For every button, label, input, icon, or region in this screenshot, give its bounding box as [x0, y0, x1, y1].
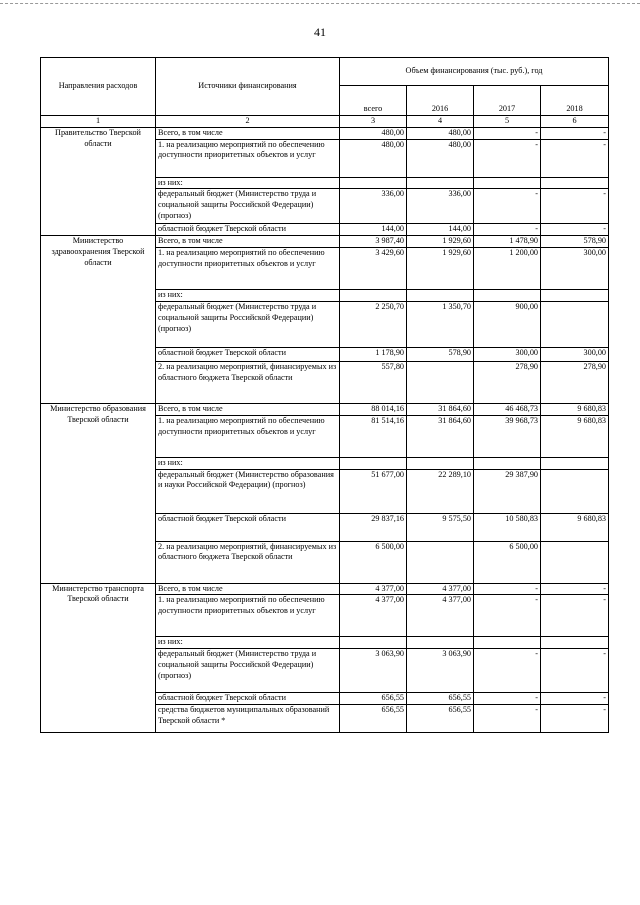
source-cell: Всего, в том числе: [156, 127, 340, 139]
source-cell: Всего, в том числе: [156, 403, 340, 415]
value-total: 51 677,00: [340, 469, 407, 513]
value-2018: -: [541, 583, 609, 595]
value-total: 336,00: [340, 189, 407, 224]
value-total: 3 987,40: [340, 236, 407, 248]
value-2016: 31 864,60: [407, 403, 474, 415]
header-volume: Объем финансирования (тыс. руб.), год: [340, 58, 609, 86]
value-2017: [474, 290, 541, 302]
value-total: 656,55: [340, 705, 407, 733]
value-2016: [407, 361, 474, 403]
value-2018: [541, 177, 609, 189]
source-cell: федеральный бюджет (Министерство труда и социальной защиты Российской Федерации) (прогноз): [156, 189, 340, 224]
col-number: 4: [407, 116, 474, 128]
value-2016: 578,90: [407, 347, 474, 361]
value-total: 4 377,00: [340, 595, 407, 637]
value-2016: 1 929,60: [407, 236, 474, 248]
value-total: 144,00: [340, 224, 407, 236]
value-total: 81 514,16: [340, 415, 407, 457]
value-2016: [407, 457, 474, 469]
source-cell: из них:: [156, 290, 340, 302]
value-2016: 31 864,60: [407, 415, 474, 457]
source-cell: областной бюджет Тверской области: [156, 224, 340, 236]
value-total: 557,80: [340, 361, 407, 403]
value-2018: -: [541, 139, 609, 177]
col-number: 1: [41, 116, 156, 128]
source-cell: Всего, в том числе: [156, 236, 340, 248]
value-2018: [541, 457, 609, 469]
value-2017: [474, 457, 541, 469]
value-2018: -: [541, 224, 609, 236]
value-2016: 3 063,90: [407, 649, 474, 693]
value-2017: 900,00: [474, 301, 541, 347]
direction-cell: Правительство Тверской области: [41, 127, 156, 235]
value-2018: -: [541, 693, 609, 705]
direction-cell: Министерство транспорта Тверской области: [41, 583, 156, 732]
value-2017: 46 468,73: [474, 403, 541, 415]
source-cell: областной бюджет Тверской области: [156, 513, 340, 541]
header-2016: 2016: [407, 86, 474, 116]
value-total: 88 014,16: [340, 403, 407, 415]
value-2018: [541, 637, 609, 649]
source-cell: 2. на реализацию мероприятий, финансируемых из областного бюджета Тверской области: [156, 541, 340, 583]
source-cell: из них:: [156, 457, 340, 469]
value-2017: -: [474, 139, 541, 177]
value-total: 480,00: [340, 139, 407, 177]
value-2016: 4 377,00: [407, 595, 474, 637]
value-2018: [541, 301, 609, 347]
direction-cell: Министерство образования Тверской области: [41, 403, 156, 583]
value-2016: [407, 637, 474, 649]
value-2016: 480,00: [407, 139, 474, 177]
value-2016: 656,55: [407, 705, 474, 733]
value-2017: [474, 177, 541, 189]
source-cell: 1. на реализацию мероприятий по обеспечению доступности приоритетных объектов и услуг: [156, 248, 340, 290]
value-total: 29 837,16: [340, 513, 407, 541]
value-2017: -: [474, 705, 541, 733]
value-2016: 22 289,10: [407, 469, 474, 513]
source-cell: из них:: [156, 177, 340, 189]
source-cell: средства бюджетов муниципальных образований Тверской области *: [156, 705, 340, 733]
header-direction: Направления расходов: [41, 58, 156, 116]
value-2018: [541, 541, 609, 583]
value-total: 3 429,60: [340, 248, 407, 290]
value-2018: [541, 290, 609, 302]
top-dashed-rule: [0, 3, 640, 4]
source-cell: областной бюджет Тверской области: [156, 347, 340, 361]
value-total: [340, 177, 407, 189]
col-number: 3: [340, 116, 407, 128]
value-2017: 278,90: [474, 361, 541, 403]
col-number: 5: [474, 116, 541, 128]
value-2018: 300,00: [541, 248, 609, 290]
value-2017: 10 580,83: [474, 513, 541, 541]
value-2018: [541, 469, 609, 513]
value-2018: -: [541, 127, 609, 139]
value-2017: -: [474, 693, 541, 705]
table-row: [41, 236, 609, 248]
value-2018: -: [541, 649, 609, 693]
value-2016: 144,00: [407, 224, 474, 236]
source-cell: областной бюджет Тверской области: [156, 693, 340, 705]
col-number: 2: [156, 116, 340, 128]
value-total: [340, 290, 407, 302]
header-2018: 2018: [541, 86, 609, 116]
value-2017: 1 200,00: [474, 248, 541, 290]
header-total: всего: [340, 86, 407, 116]
value-2017: 1 478,90: [474, 236, 541, 248]
value-2018: 278,90: [541, 361, 609, 403]
value-2017: -: [474, 189, 541, 224]
value-2018: 9 680,83: [541, 403, 609, 415]
value-2018: -: [541, 705, 609, 733]
value-total: 2 250,70: [340, 301, 407, 347]
source-cell: Всего, в том числе: [156, 583, 340, 595]
value-2017: 6 500,00: [474, 541, 541, 583]
value-2017: [474, 637, 541, 649]
value-2016: 9 575,50: [407, 513, 474, 541]
source-cell: 1. на реализацию мероприятий по обеспечению доступности приоритетных объектов и услуг: [156, 139, 340, 177]
source-cell: 1. на реализацию мероприятий по обеспечению доступности приоритетных объектов и услуг: [156, 415, 340, 457]
page-number: 41: [314, 25, 326, 39]
value-2017: -: [474, 583, 541, 595]
source-cell: 2. на реализацию мероприятий, финансируемых из областного бюджета Тверской области: [156, 361, 340, 403]
financing-table: [40, 57, 609, 733]
header-source: Источники финансирования: [156, 58, 340, 116]
source-cell: федеральный бюджет (Министерство труда и социальной защиты Российской Федерации) (прогноз): [156, 301, 340, 347]
value-2016: 336,00: [407, 189, 474, 224]
value-total: 1 178,90: [340, 347, 407, 361]
value-2018: 9 680,83: [541, 513, 609, 541]
value-2016: 656,55: [407, 693, 474, 705]
value-total: 3 063,90: [340, 649, 407, 693]
value-2016: 1 929,60: [407, 248, 474, 290]
value-total: 480,00: [340, 127, 407, 139]
value-total: 4 377,00: [340, 583, 407, 595]
value-2017: 39 968,73: [474, 415, 541, 457]
source-cell: из них:: [156, 637, 340, 649]
header-2017: 2017: [474, 86, 541, 116]
source-cell: федеральный бюджет (Министерство труда и социальной защиты Российской Федерации) (прогноз): [156, 649, 340, 693]
value-2016: 4 377,00: [407, 583, 474, 595]
value-total: [340, 637, 407, 649]
direction-cell: Министерство здравоохранения Тверской области: [41, 236, 156, 404]
value-2017: -: [474, 224, 541, 236]
value-total: 6 500,00: [340, 541, 407, 583]
value-2016: [407, 541, 474, 583]
table-row: [41, 403, 609, 415]
value-2017: 29 387,90: [474, 469, 541, 513]
table-row: [41, 127, 609, 139]
value-2016: [407, 177, 474, 189]
value-2018: 9 680,83: [541, 415, 609, 457]
value-2018: 578,90: [541, 236, 609, 248]
col-number: 6: [541, 116, 609, 128]
source-cell: 1. на реализацию мероприятий по обеспечению доступности приоритетных объектов и услуг: [156, 595, 340, 637]
value-2018: 300,00: [541, 347, 609, 361]
table-row: [41, 583, 609, 595]
value-2017: -: [474, 127, 541, 139]
value-2017: -: [474, 649, 541, 693]
value-2018: -: [541, 189, 609, 224]
value-total: 656,55: [340, 693, 407, 705]
value-2016: 1 350,70: [407, 301, 474, 347]
source-cell: федеральный бюджет (Министерство образования и науки Российской Федерации) (прогноз): [156, 469, 340, 513]
value-2016: [407, 290, 474, 302]
value-2017: 300,00: [474, 347, 541, 361]
value-2018: -: [541, 595, 609, 637]
value-2017: -: [474, 595, 541, 637]
value-total: [340, 457, 407, 469]
value-2016: 480,00: [407, 127, 474, 139]
